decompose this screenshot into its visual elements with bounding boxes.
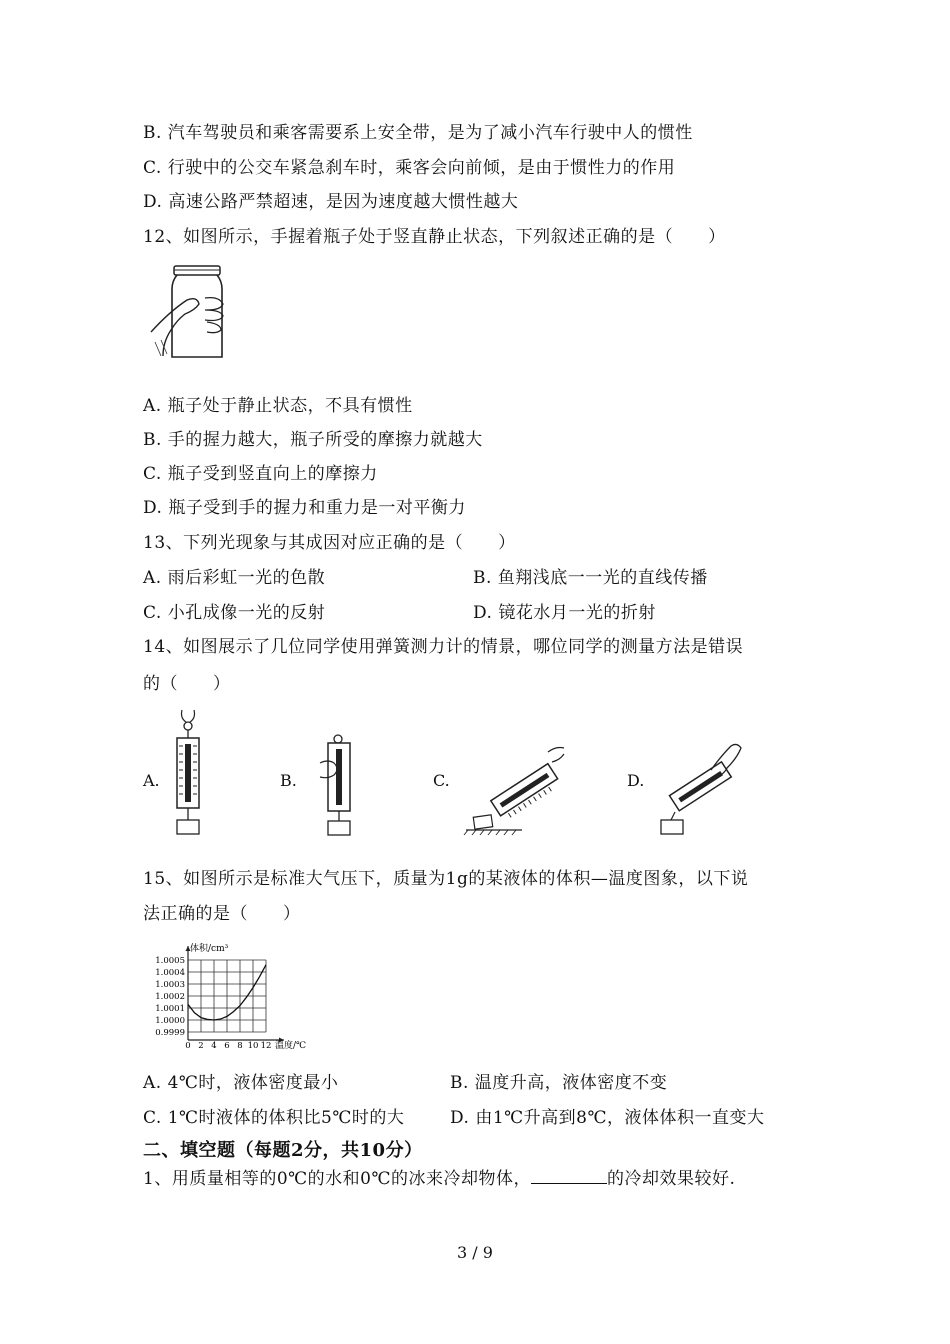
spring-scale-figure-d: [655, 740, 745, 836]
q12-option-b: B. 手的握力越大，瓶子所受的摩擦力就越大: [143, 430, 483, 450]
q14-label-b: B.: [280, 771, 297, 790]
spring-scale-figure-b: [318, 733, 360, 837]
q13-option-a: A. 雨后彩虹一光的色散: [143, 568, 326, 588]
q14-stem-line2: 的（ ）: [143, 674, 231, 694]
q14-stem-line1: 14、如图展示了几位同学使用弹簧测力计的情景，哪位同学的测量方法是错误: [143, 637, 744, 657]
q13-stem: 13、下列光现象与其成因对应正确的是（ ）: [143, 533, 516, 553]
section2-title: 二、填空题（每题2分，共10分）: [143, 1140, 423, 1161]
q12-option-d: D. 瓶子受到手的握力和重力是一对平衡力: [143, 498, 466, 518]
q13-option-b: B. 鱼翔浅底一一光的直线传播: [473, 568, 708, 588]
fill-blank-q1-before: 1、用质量相等的0℃的水和0℃的冰来冷却物体，: [143, 1169, 531, 1189]
q14-label-a: A.: [143, 771, 160, 790]
page-number: 3 / 9: [457, 1243, 493, 1262]
q14-label-d: D.: [627, 771, 645, 790]
chart-xtick-label: 10: [247, 1041, 259, 1051]
chart-ytick-label: 0.9999: [155, 1028, 185, 1038]
q15-stem-line2: 法正确的是（ ）: [143, 904, 301, 924]
chart-xtick-label: 4: [211, 1041, 217, 1051]
chart-ytick-label: 1.0002: [155, 992, 185, 1002]
chart-ylabel: 体积/cm³: [190, 944, 229, 954]
q12-option-a: A. 瓶子处于静止状态，不具有惯性: [143, 396, 413, 416]
q15-option-a: A. 4℃时，液体密度最小: [143, 1073, 339, 1093]
fill-blank-q1: [143, 1167, 735, 1190]
q11-option-c: C. 行驶中的公交车紧急刹车时，乘客会向前倾，是由于惯性力的作用: [143, 158, 676, 178]
chart-xlabel: 温度/℃: [275, 1041, 307, 1051]
chart-ytick-label: 1.0001: [155, 1004, 185, 1014]
q13-option-c: C. 小孔成像一光的反射: [143, 603, 326, 623]
chart-ytick-label: 1.0003: [155, 980, 185, 990]
spring-scale-figure-a: [168, 708, 208, 836]
q12-option-c: C. 瓶子受到竖直向上的摩擦力: [143, 464, 378, 484]
q15-option-c: C. 1℃时液体的体积比5℃时的大: [143, 1108, 405, 1128]
q14-label-c: C.: [433, 771, 450, 790]
chart-xtick-label: 0: [185, 1041, 191, 1051]
chart-ytick-label: 1.0005: [155, 956, 185, 966]
bottle-in-hand-figure: [143, 262, 233, 364]
chart-xtick-label: 2: [198, 1041, 204, 1051]
chart-xtick-label: 8: [237, 1041, 243, 1051]
chart-ytick-label: 1.0000: [155, 1016, 185, 1026]
q11-option-d: D. 高速公路严禁超速，是因为速度越大惯性越大: [143, 192, 519, 212]
chart-ytick-label: 1.0004: [155, 968, 185, 978]
spring-scale-figure-c: [462, 740, 572, 836]
chart-xtick-label: 12: [260, 1041, 272, 1051]
answer-blank[interactable]: [531, 1167, 607, 1184]
q15-stem-line1: 15、如图所示是标准大气压下，质量为1g的某液体的体积—温度图象，以下说: [143, 869, 749, 889]
q13-option-d: D. 镜花水月一光的折射: [473, 603, 656, 623]
q15-option-b: B. 温度升高，液体密度不变: [450, 1073, 668, 1093]
q11-option-b: B. 汽车驾驶员和乘客需要系上安全带，是为了减小汽车行驶中人的惯性: [143, 123, 693, 143]
fill-blank-q1-after: 的冷却效果较好.: [606, 1169, 736, 1189]
chart-xtick-label: 6: [224, 1041, 230, 1051]
volume-temperature-chart: [148, 938, 318, 1056]
q12-stem: 12、如图所示，手握着瓶子处于竖直静止状态，下列叙述正确的是（ ）: [143, 227, 726, 247]
q15-option-d: D. 由1℃升高到8℃，液体体积一直变大: [450, 1108, 765, 1128]
